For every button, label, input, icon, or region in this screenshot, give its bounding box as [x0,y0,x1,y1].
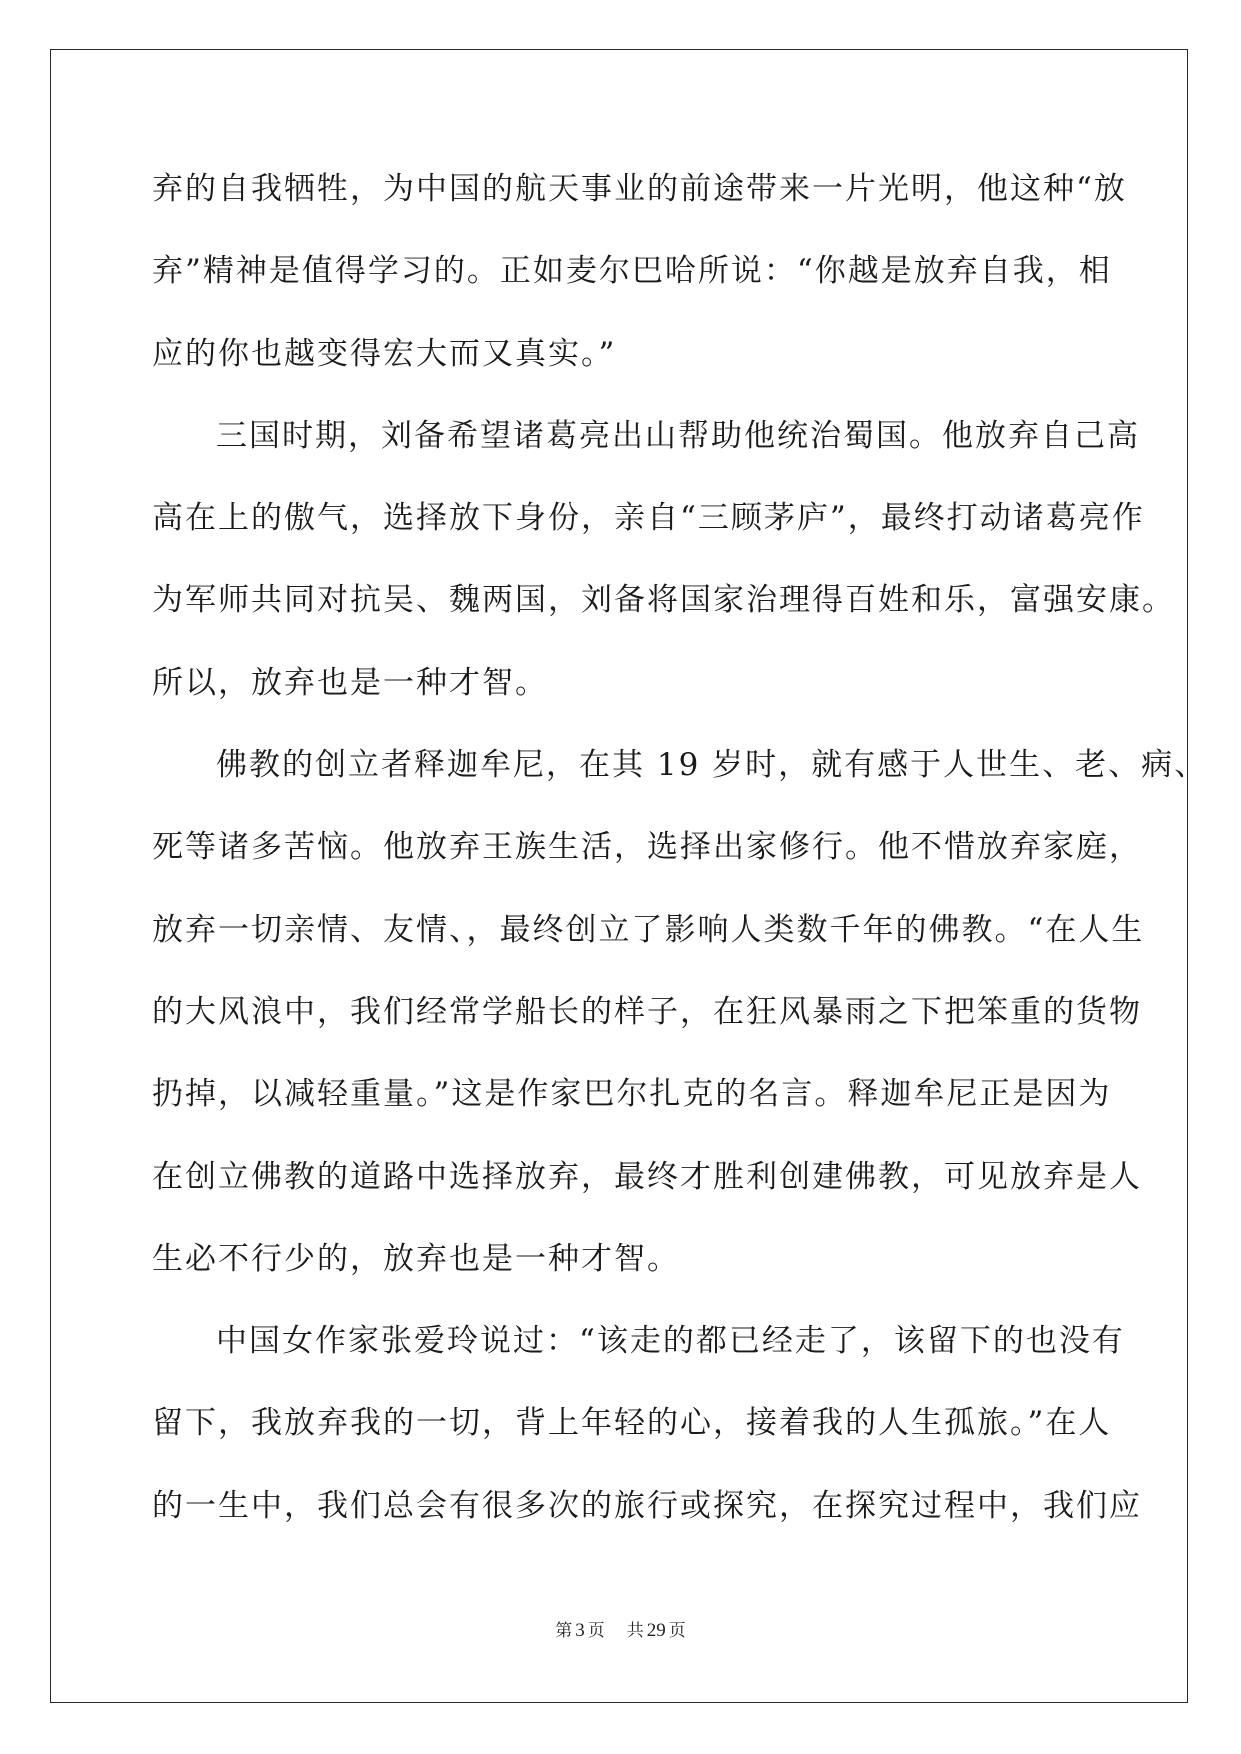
page-footer [0,1616,1241,1642]
total-prefix: 共 [626,1621,644,1641]
text-line: 死等诸多苦恼。他放弃王族生活，选择出家修行。他不惜放弃家庭， [152,829,1142,866]
page-prefix: 第 [555,1621,573,1641]
page-number: 3 [575,1620,585,1641]
text-line: 弃”精神是值得学习的。正如麦尔巴哈所说：“你越是放弃自我，相 [152,253,1112,290]
text-line: 高在上的傲气，选择放下身份，亲自“三顾茅庐”，最终打动诸葛亮作 [152,500,1145,537]
text-line: 三国时期，刘备希望诸葛亮出山帮助他统治蜀国。他放弃自己高 [216,417,1140,454]
text-line: 留下，我放弃我的一切，背上年轻的心，接着我的人生孤旅。”在人 [152,1405,1112,1442]
text-line: 在创立佛教的道路中选择放弃，最终才胜利创建佛教，可见放弃是人 [152,1158,1142,1195]
document-body [152,161,1208,1560]
text-line: 为军师共同对抗吴、魏两国，刘备将国家治理得百姓和乐，富强安康。 [152,582,1175,619]
total-pages: 29 [646,1620,666,1641]
text-line: 应的你也越变得宏大而又真实。” [152,335,617,372]
text-line: 中国女作家张爱玲说过：“该走的都已经走了，该留下的也没有 [216,1323,1125,1360]
text-line: 佛教的创立者释迦牟尼，在其 19 岁时，就有感于人世生、老、病、 [216,747,1208,784]
text-line: 的一生中，我们总会有很多次的旅行或探究，在探究过程中，我们应 [152,1487,1142,1524]
text-line: 所以，放弃也是一种才智。 [152,664,548,701]
total-suffix: 页 [668,1621,686,1641]
page-suffix: 页 [587,1621,605,1641]
text-line: 扔掉，以减轻重量。”这是作家巴尔扎克的名言。释迦牟尼正是因为 [152,1076,1112,1113]
text-line: 的大风浪中，我们经常学船长的样子，在狂风暴雨之下把笨重的货物 [152,993,1142,1030]
text-line: 生必不行少的，放弃也是一种才智。 [152,1240,680,1277]
text-line: 弃的自我牺牲，为中国的航天事业的前途带来一片光明，他这种“放 [152,171,1127,207]
text-line: 放弃一切亲情、友情、，最终创立了影响人类数千年的佛教。“在人生 [152,911,1145,948]
